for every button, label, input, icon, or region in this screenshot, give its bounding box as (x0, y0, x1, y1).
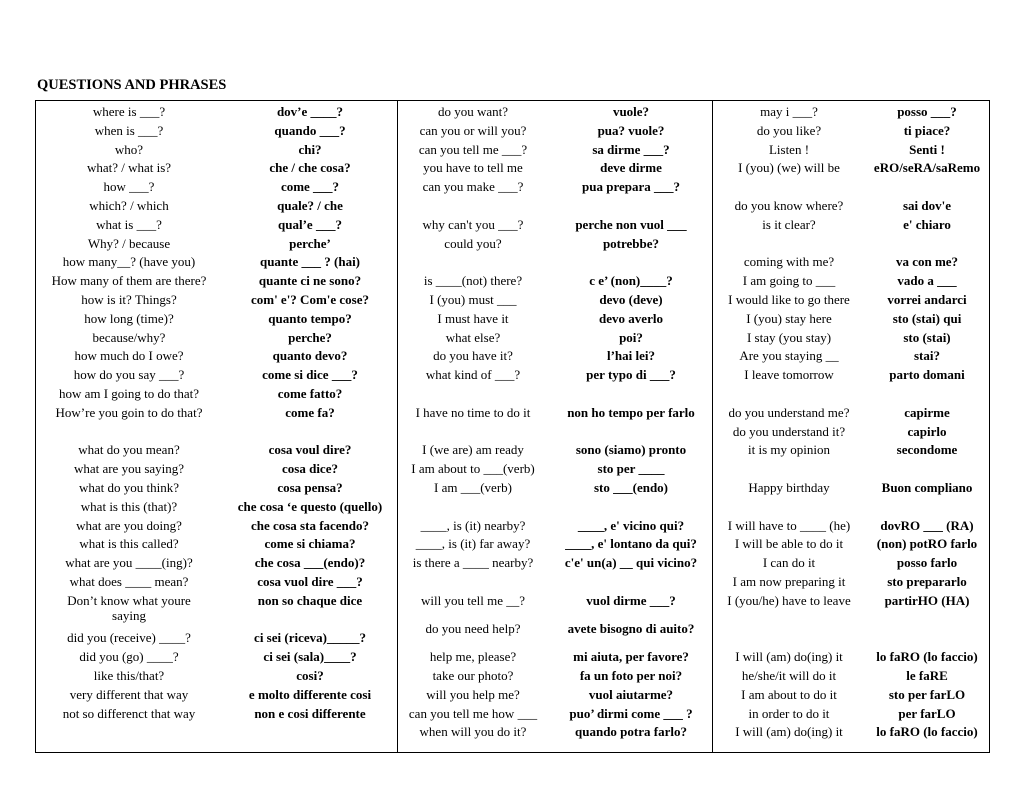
english-phrase: I am ___(verb) (434, 480, 512, 495)
italian-phrase: sa dirme ___? (592, 141, 670, 157)
english-phrase: you have to tell me (423, 160, 523, 176)
english-phrase: I (you/he) have to leave (727, 592, 851, 608)
italian-phrase: quante ___ ? (hai) (259, 254, 361, 270)
english-phrase: can you tell me ___? (418, 141, 528, 157)
italian-phrase: ci sei (riceva)_____? (254, 630, 366, 646)
italian-phrase: posso farlo (896, 555, 958, 571)
english-phrase: do you like? (756, 122, 822, 138)
english-phrase: what do you think? (78, 480, 179, 495)
italian-phrase: quanto tempo? (268, 310, 352, 326)
italian-phrase: quante ci ne sono? (258, 273, 362, 289)
english-phrase: do you understand it? (732, 423, 846, 439)
italian-phrase: sto (stai) qui (892, 310, 962, 326)
italian-phrase: che cosa sta facendo? (250, 517, 370, 533)
italian-phrase: mi aiuta, per favore? (573, 649, 689, 665)
italian-phrase: ____, e' lontano da qui? (565, 536, 697, 552)
english-phrase: I would like to go there (728, 292, 850, 307)
english-phrase: what are you ____(ing)? (65, 555, 193, 571)
italian-phrase: l’hai lei? (606, 348, 656, 364)
italian-phrase: parto domani (889, 367, 965, 383)
italian-phrase: per typo di ___? (586, 367, 676, 383)
italian-phrase: non so chaque dice (257, 592, 363, 608)
italian-phrase: per farLO (898, 705, 956, 721)
english-phrase: I have no time to do it (415, 404, 531, 420)
english-phrase: I (you) (we) will be (738, 160, 840, 176)
english-phrase: not so differenct that way (62, 705, 196, 721)
italian-phrase: vorrei andarci (887, 292, 967, 307)
italian-phrase: qual’e ___? (278, 216, 342, 232)
english-phrase: do you understand me? (728, 404, 850, 420)
italian-phrase: lo faRO (lo faccio) (876, 724, 978, 740)
italian-phrase: stai? (914, 348, 940, 364)
english-phrase: where is ___? (92, 104, 166, 119)
italian-phrase: non e cosi differente (254, 705, 366, 721)
italian-phrase: partirHO (HA) (884, 592, 970, 608)
english-phrase: he/she/it will do it (741, 668, 837, 683)
italian-phrase: le faRE (906, 668, 948, 683)
english-phrase: like this/that? (93, 668, 165, 683)
italian-phrase: perche non vuol ___ (575, 216, 687, 232)
italian-phrase: cosi? (296, 668, 324, 683)
english-phrase: do you want? (437, 104, 509, 119)
english-phrase: what else? (445, 329, 501, 345)
italian-phrase: secondome (896, 442, 958, 458)
italian-phrase: sai dov'e (902, 198, 952, 213)
italian-phrase: che cosa ‘e questo (quello) (237, 498, 383, 514)
italian-phrase: va con me? (895, 254, 959, 270)
english-phrase: what? / what is? (86, 160, 172, 176)
english-phrase: what kind of ___? (425, 367, 521, 383)
english-phrase: what are you doing? (76, 517, 182, 533)
english-phrase: will you help me? (426, 686, 520, 702)
italian-phrase: (non) potRO farlo (876, 536, 978, 552)
italian-phrase: quando potra farlo? (575, 724, 687, 740)
italian-phrase: non ho tempo per farlo (567, 404, 695, 420)
italian-phrase: ____, e' vicino qui? (577, 517, 685, 533)
english-phrase: do you know where? (734, 198, 844, 213)
italian-phrase: pua prepara ___? (582, 179, 680, 195)
english-phrase: How many of them are there? (51, 273, 207, 289)
italian-phrase: ci sei (sala)____? (263, 649, 357, 665)
italian-phrase: che cosa ___(endo)? (254, 555, 366, 571)
english-phrase: what are you saying? (73, 461, 185, 477)
english-phrase: I can do it (762, 555, 816, 571)
italian-phrase: fa un foto per noi? (579, 668, 683, 683)
italian-phrase: vuol aiutarme? (588, 686, 674, 702)
italian-phrase: quando ___? (274, 122, 346, 138)
italian-phrase: cosa pensa? (277, 480, 343, 495)
italian-phrase: dovRO ___ (RA) (880, 517, 974, 533)
english-phrase: can you tell me how ___ (408, 705, 538, 721)
english-phrase: I will be able to do it (734, 536, 844, 552)
italian-phrase: com' e'? Com'e cose? (250, 292, 370, 307)
english-phrase: is ____(not) there? (423, 273, 523, 289)
italian-phrase: cosa vuol dire ___? (257, 574, 363, 589)
english-phrase: I will have to ____ (he) (727, 517, 851, 533)
italian-phrase: come fa? (285, 404, 335, 420)
italian-phrase: perche’ (289, 235, 331, 251)
english-phrase: I (you) stay here (746, 310, 832, 326)
italian-phrase: vado a ___ (897, 273, 957, 289)
english-phrase: very different that way (69, 686, 189, 702)
english-phrase: do you have it? (433, 348, 513, 364)
italian-phrase: sto prepararlo (887, 574, 967, 589)
italian-phrase: che / che cosa? (269, 160, 351, 176)
italian-phrase: deve dirme (600, 160, 662, 176)
english-phrase: how am I going to do that? (58, 386, 200, 401)
italian-phrase: sto (stai) (903, 329, 951, 345)
english-phrase: I (you) must ___ (429, 292, 517, 307)
english-phrase: I am going to ___ (742, 273, 836, 289)
italian-phrase: e molto differente cosi (248, 686, 372, 702)
english-phrase: what is ___? (96, 216, 162, 232)
italian-phrase: sto ___(endo) (593, 480, 669, 495)
italian-phrase: chi? (298, 141, 322, 157)
english-phrase: how ___? (103, 179, 155, 195)
english-phrase: Are you staying __ (739, 348, 839, 364)
italian-phrase: sto per ____ (597, 461, 665, 477)
english-phrase: how many__? (have you) (62, 254, 196, 270)
italian-phrase: come si chiama? (264, 536, 356, 552)
english-phrase: how is it? Things? (81, 292, 177, 307)
english-phrase: ____, is (it) nearby? (420, 517, 526, 533)
english-phrase: coming with me? (743, 254, 835, 270)
english-phrase: what is this (that)? (80, 498, 178, 514)
italian-phrase: come si dice ___? (262, 367, 358, 383)
english-phrase: when will you do it? (419, 724, 527, 740)
english-phrase: what do you mean? (78, 442, 180, 458)
english-phrase: which? / which (89, 198, 169, 213)
english-phrase: in order to do it (748, 705, 830, 721)
english-phrase: is it clear? (762, 216, 816, 232)
english-phrase: could you? (444, 235, 502, 251)
english-phrase: did you (go) ____? (79, 649, 179, 665)
english-phrase: how much do I owe? (74, 348, 184, 364)
italian-phrase: capirlo (907, 423, 947, 439)
italian-phrase: capirme (904, 404, 950, 420)
english-phrase: I must have it (437, 310, 509, 326)
english-phrase: will you tell me __? (421, 592, 525, 608)
english-phrase: how do you say ___? (73, 367, 185, 383)
english-phrase: help me, please? (429, 649, 517, 665)
italian-phrase: perche? (288, 329, 332, 345)
italian-phrase: c e’ (non)____? (589, 273, 673, 289)
italian-phrase: lo faRO (lo faccio) (876, 649, 978, 665)
italian-phrase: sono (siamo) pronto (575, 442, 687, 458)
english-phrase: can you make ___? (422, 179, 524, 195)
english-phrase: I will (am) do(ing) it (735, 724, 843, 740)
english-phrase: How’re you goin to do that? (55, 404, 203, 420)
italian-phrase: e' chiaro (903, 216, 951, 232)
italian-phrase: vuole? (612, 104, 650, 119)
english-phrase: take our photo? (432, 668, 514, 683)
italian-phrase: ti piace? (903, 122, 951, 138)
italian-phrase: cosa voul dire? (268, 442, 352, 458)
english-phrase: did you (receive) ____? (67, 630, 191, 646)
english-phrase: I (we are) am ready (422, 442, 524, 458)
english-phrase: what is this called? (79, 536, 179, 552)
english-phrase: ____, is (it) far away? (415, 536, 531, 552)
english-phrase: how long (time)? (84, 310, 174, 326)
english-phrase: is there a ____ nearby? (412, 555, 534, 571)
italian-phrase: quale? / che (277, 198, 343, 213)
english-phrase: I leave tomorrow (744, 367, 834, 383)
italian-phrase: poi? (619, 329, 643, 345)
english-phrase: I stay (you stay) (746, 329, 832, 345)
italian-phrase: quanto devo? (272, 348, 348, 364)
english-phrase: I will (am) do(ing) it (735, 649, 843, 665)
english-phrase: may i ___? (760, 104, 818, 119)
italian-phrase: Senti ! (909, 141, 945, 157)
italian-phrase: devo averlo (599, 310, 663, 326)
english-phrase: it is my opinion (748, 442, 830, 458)
italian-phrase: potrebbe? (602, 235, 660, 251)
english-phrase: can you or will you? (419, 122, 527, 138)
english-phrase: do you need help? (425, 621, 521, 636)
italian-phrase: sto per farLO (888, 686, 966, 702)
italian-phrase: eRO/seRA/saRemo (873, 160, 981, 176)
italian-phrase: dov’e ____? (276, 104, 344, 119)
italian-phrase: devo (deve) (599, 292, 663, 307)
english-phrase: who? (114, 141, 144, 157)
italian-phrase: pua? vuole? (597, 122, 665, 138)
english-phrase: Don’t know what youre saying (67, 592, 191, 623)
english-phrase: why can't you ___? (422, 216, 524, 232)
italian-phrase: come fatto? (277, 386, 343, 401)
english-phrase: I am about to do it (741, 686, 837, 702)
italian-phrase: c'e' un(a) __ qui vicino? (564, 555, 698, 571)
english-phrase: when is ___? (94, 122, 164, 138)
page-title: QUESTIONS AND PHRASES (37, 77, 227, 93)
english-phrase: Listen ! (768, 141, 810, 157)
italian-phrase: come ___? (280, 179, 340, 195)
italian-phrase: cosa dice? (282, 461, 338, 477)
english-phrase: Happy birthday (748, 480, 830, 495)
english-phrase: I am now preparing it (732, 574, 846, 589)
italian-phrase: puo’ dirmi come ___ ? (569, 705, 693, 721)
italian-phrase: posso ___? (897, 104, 957, 119)
italian-phrase: vuol dirme ___? (586, 592, 676, 608)
italian-phrase: avete bisogno di auito? (567, 621, 695, 636)
english-phrase: Why? / because (87, 235, 171, 251)
english-phrase: what does ____ mean? (69, 574, 189, 589)
english-phrase: because/why? (92, 329, 166, 345)
english-phrase: I am about to ___(verb) (411, 461, 535, 477)
italian-phrase: Buon compliano (881, 480, 973, 495)
